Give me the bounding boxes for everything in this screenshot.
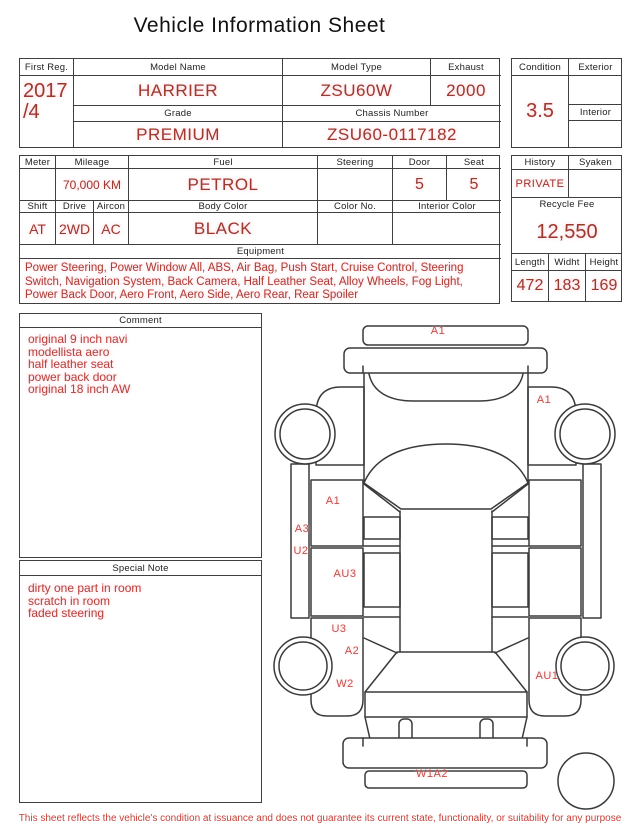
history-value: PRIVATE bbox=[512, 170, 569, 197]
page-title: Vehicle Information Sheet bbox=[133, 14, 386, 37]
interior-color-label: Interior Color bbox=[393, 200, 501, 213]
special-note-text bbox=[28, 582, 257, 620]
model-name-label: Model Name bbox=[74, 59, 283, 76]
exterior-label: Exterior bbox=[569, 59, 622, 76]
specs-table bbox=[19, 155, 500, 304]
chassis-number-value: ZSU60-0117182 bbox=[327, 125, 457, 144]
condition-table bbox=[511, 58, 622, 148]
model-type-value: ZSU60W bbox=[283, 76, 431, 105]
width-value: 183 bbox=[549, 271, 586, 301]
comment-text bbox=[28, 333, 257, 396]
meter-value bbox=[20, 169, 56, 200]
spare-tire bbox=[558, 753, 614, 809]
first-reg-month: /4 bbox=[23, 101, 40, 123]
color-no-value bbox=[318, 213, 393, 244]
exterior-value bbox=[569, 76, 622, 104]
comment-line: original 18 inch AW bbox=[28, 382, 131, 397]
drive-value: 2WD bbox=[56, 213, 94, 244]
history-label: History bbox=[512, 156, 569, 170]
exhaust-value: 2000 bbox=[446, 80, 486, 100]
defect-mark-front-bumper: A1 bbox=[430, 325, 446, 337]
steering-value bbox=[318, 169, 393, 200]
defect-mark-right-quarter: AU1 bbox=[535, 670, 559, 682]
interior-label: Interior bbox=[569, 104, 622, 121]
interior-value bbox=[569, 121, 622, 147]
body-color-value: BLACK bbox=[129, 213, 318, 244]
model-name-value: HARRIER bbox=[74, 76, 283, 105]
car-body-top-view bbox=[344, 326, 547, 748]
height-label: Height bbox=[586, 253, 622, 271]
mileage-label: Mileage bbox=[56, 156, 129, 169]
rear-bumper bbox=[343, 738, 547, 788]
fuel-label: Fuel bbox=[129, 156, 318, 169]
car-diagram bbox=[268, 308, 640, 818]
steering-label: Steering bbox=[318, 156, 393, 169]
door-value: 5 bbox=[393, 169, 447, 200]
meter-label: Meter bbox=[20, 156, 56, 169]
seat-label: Seat bbox=[447, 156, 501, 169]
condition-value: 3.5 bbox=[512, 76, 569, 147]
condition-label: Condition bbox=[512, 59, 569, 76]
model-info-table bbox=[19, 58, 500, 148]
fuel-value: PETROL bbox=[129, 169, 318, 200]
defect-mark-left-rear-door: AU3 bbox=[333, 568, 357, 580]
comment-line: original 9 inch navi bbox=[28, 332, 128, 346]
mileage-value: 70,000 KM bbox=[56, 169, 129, 200]
defect-mark-left-front-door: A1 bbox=[325, 495, 341, 507]
aircon-label: Aircon bbox=[94, 200, 129, 213]
defect-mark-left-quarter-w2: W2 bbox=[336, 678, 354, 690]
defect-mark-left-sill-a3: A3 bbox=[294, 523, 310, 535]
defect-mark-left-sill-u2: U2 bbox=[293, 545, 309, 557]
special-note-box bbox=[19, 560, 262, 803]
first-reg-year: 2017 bbox=[23, 80, 68, 102]
special-note-line: scratch in room bbox=[28, 593, 111, 608]
special-note-label: Special Note bbox=[20, 561, 261, 576]
shift-value: AT bbox=[20, 213, 56, 244]
length-label: Length bbox=[512, 253, 549, 271]
model-type-label: Model Type bbox=[283, 59, 431, 76]
recycle-fee-value: 12,550 bbox=[536, 220, 598, 243]
syaken-label: Syaken bbox=[569, 156, 622, 170]
syaken-value bbox=[569, 170, 622, 197]
chassis-number-label: Chassis Number bbox=[283, 105, 501, 122]
comment-label: Comment bbox=[20, 314, 261, 328]
height-value: 169 bbox=[590, 277, 618, 294]
comment-line: half leather seat bbox=[28, 357, 114, 372]
interior-color-value bbox=[393, 213, 501, 244]
length-value: 472 bbox=[512, 271, 549, 301]
seat-value: 5 bbox=[469, 175, 479, 193]
first-reg-label: First Reg. bbox=[20, 59, 74, 76]
exhaust-label: Exhaust bbox=[431, 59, 501, 76]
equipment-label: Equipment bbox=[20, 244, 501, 259]
history-table bbox=[511, 155, 622, 302]
width-label: Widht bbox=[549, 253, 586, 271]
grade-value: PREMIUM bbox=[74, 122, 283, 148]
defect-mark-right-front-fender: A1 bbox=[536, 394, 552, 406]
grade-label: Grade bbox=[74, 105, 283, 122]
aircon-value: AC bbox=[94, 213, 129, 244]
comment-line: power back door bbox=[28, 369, 117, 384]
equipment-list: Power Steering, Power Window All, ABS, Air Bag, Push Start, Cruise Control, Steering Switch, Navigation System, Back Camera, Half Leather Seat, Alloy Wheels, Fog Light, Power Back Door, Aero Front, Aero Side, Aero Rear, Rear Spoiler bbox=[25, 262, 464, 301]
door-label: Door bbox=[393, 156, 447, 169]
defect-mark-rear-bumper: W1A2 bbox=[416, 768, 448, 780]
defect-mark-left-quarter-u3: U3 bbox=[331, 623, 347, 635]
special-note-line: faded steering bbox=[28, 606, 105, 621]
disclaimer-text: This sheet reflects the vehicle's condition at issuance and does not guarantee its current state, functionality, or suitability for any purpose bbox=[18, 813, 622, 824]
body-color-label: Body Color bbox=[129, 200, 318, 213]
recycle-fee-label: Recycle Fee bbox=[512, 197, 622, 211]
shift-label: Shift bbox=[20, 200, 56, 213]
comment-box bbox=[19, 313, 262, 558]
defect-mark-left-quarter-a2: A2 bbox=[344, 645, 360, 657]
first-reg-value bbox=[20, 76, 74, 148]
drive-label: Drive bbox=[56, 200, 94, 213]
color-no-label: Color No. bbox=[318, 200, 393, 213]
comment-line: modellista aero bbox=[28, 344, 110, 359]
special-note-line: dirty one part in room bbox=[28, 581, 142, 595]
